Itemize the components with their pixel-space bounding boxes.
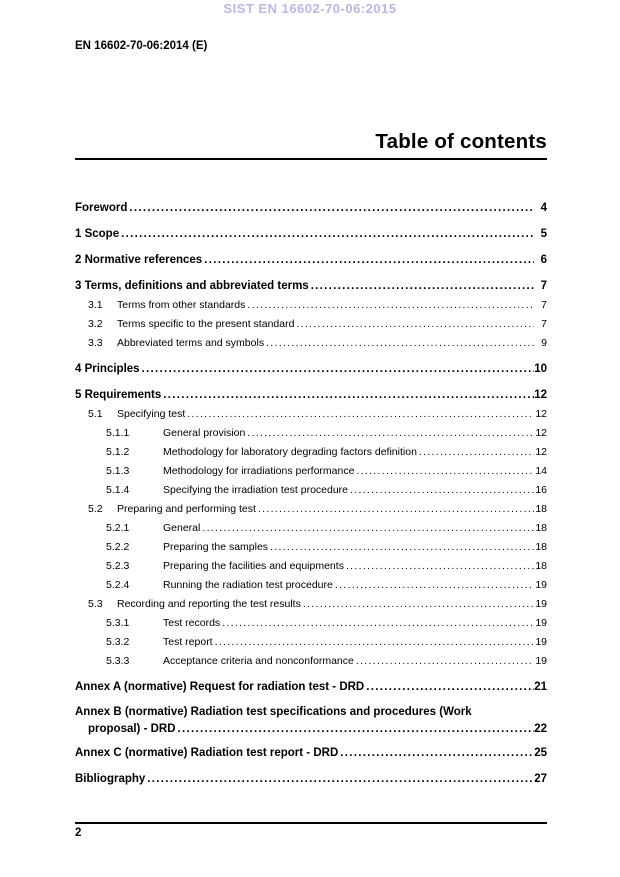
toc-entry-title: Test records bbox=[163, 617, 221, 629]
toc-entry-page: 19 bbox=[535, 655, 547, 667]
toc-entry[interactable] bbox=[75, 704, 547, 721]
dot-leader bbox=[303, 595, 534, 614]
toc-entry[interactable] bbox=[75, 225, 547, 244]
toc-entry-number: 5.1.1 bbox=[106, 427, 130, 439]
toc-entry[interactable] bbox=[75, 277, 547, 296]
toc-entry-title: 4 Principles bbox=[75, 363, 140, 375]
toc-entry[interactable] bbox=[75, 462, 547, 481]
dot-leader bbox=[202, 519, 534, 538]
toc-entry[interactable] bbox=[75, 614, 547, 633]
page-number: 2 bbox=[75, 827, 82, 839]
toc-entry-page: 12 bbox=[534, 389, 547, 401]
dot-leader bbox=[258, 500, 534, 519]
toc-entry-page: 18 bbox=[535, 560, 547, 572]
dot-leader bbox=[366, 678, 534, 697]
toc-entry-number: 5.3.2 bbox=[106, 636, 130, 648]
dot-leader bbox=[340, 744, 534, 763]
toc-entry-title: General bbox=[163, 522, 201, 534]
toc-entry-page: 18 bbox=[535, 522, 547, 534]
toc-entry-page: 4 bbox=[540, 202, 547, 214]
toc-entry-title: Preparing the samples bbox=[163, 541, 269, 553]
toc-entry-title: Terms from other standards bbox=[117, 299, 246, 311]
page-title: Table of contents bbox=[75, 130, 547, 160]
toc-entry-page: 19 bbox=[535, 579, 547, 591]
toc-entry-page: 21 bbox=[534, 681, 547, 693]
toc-entry-page: 14 bbox=[535, 465, 547, 477]
toc-entry-title: proposal) - DRD bbox=[88, 723, 176, 735]
dot-leader bbox=[356, 652, 534, 671]
dot-leader bbox=[121, 225, 534, 244]
toc-entry-number: 3.1 bbox=[88, 299, 103, 311]
dot-leader bbox=[346, 557, 534, 576]
toc-entry-number: 3.2 bbox=[88, 318, 103, 330]
toc-entry-title: Acceptance criteria and nonconformance bbox=[163, 655, 354, 667]
toc-entry[interactable] bbox=[75, 770, 547, 789]
toc-entry-page: 12 bbox=[535, 446, 547, 458]
watermark-text: SIST EN 16602-70-06:2015 bbox=[223, 1, 397, 16]
dot-leader bbox=[247, 296, 534, 315]
toc-entry-number: 5.2.3 bbox=[106, 560, 130, 572]
toc-entry-page: 19 bbox=[535, 598, 547, 610]
toc-entry-page: 19 bbox=[535, 617, 547, 629]
dot-leader bbox=[178, 721, 534, 737]
toc-entry-page: 19 bbox=[535, 636, 547, 648]
toc-entry-page: 12 bbox=[535, 427, 547, 439]
toc-entry-page: 27 bbox=[534, 773, 547, 785]
toc-entry-title: Methodology for irradiations performance bbox=[163, 465, 355, 477]
content-column bbox=[75, 130, 547, 839]
toc-entry-page: 16 bbox=[535, 484, 547, 496]
toc-entry-number: 5.1.2 bbox=[106, 446, 130, 458]
dot-leader bbox=[350, 481, 534, 500]
toc-entry[interactable] bbox=[75, 405, 547, 424]
toc-entry-page: 12 bbox=[535, 408, 547, 420]
footer-rule bbox=[75, 822, 547, 839]
toc-entry-title: Specifying the irradiation test procedure bbox=[163, 484, 349, 496]
toc-entry[interactable] bbox=[75, 315, 547, 334]
toc-entry-title: Annex B (normative) Radiation test specifications and procedures (Work bbox=[75, 706, 472, 718]
toc-entry[interactable] bbox=[75, 334, 547, 353]
toc-entry-page: 18 bbox=[535, 541, 547, 553]
toc-entry-number: 5.2.2 bbox=[106, 541, 130, 553]
toc-entry-title: Bibliography bbox=[75, 773, 146, 785]
toc-entry-page: 10 bbox=[534, 363, 547, 375]
toc-entry-title: Terms specific to the present standard bbox=[117, 318, 295, 330]
toc-entry-title: Specifying test bbox=[117, 408, 186, 420]
dot-leader bbox=[215, 633, 534, 652]
dot-leader bbox=[147, 770, 534, 789]
toc-entry-page: 7 bbox=[540, 280, 547, 292]
toc-entry[interactable] bbox=[75, 595, 547, 614]
toc-entry-title: Annex A (normative) Request for radiation test - DRD bbox=[75, 681, 365, 693]
toc-entry-number: 5.1.4 bbox=[106, 484, 130, 496]
toc-entry-page: 6 bbox=[540, 254, 547, 266]
toc-entry[interactable] bbox=[75, 557, 547, 576]
dot-leader bbox=[204, 251, 534, 270]
dot-leader bbox=[270, 538, 534, 557]
toc-entry-title: General provision bbox=[163, 427, 246, 439]
toc-entry-title: Abbreviated terms and symbols bbox=[117, 337, 265, 349]
dot-leader bbox=[419, 443, 534, 462]
toc-entry-number: 5.2.4 bbox=[106, 579, 130, 591]
dot-leader bbox=[129, 199, 534, 218]
dot-leader bbox=[266, 334, 534, 353]
toc-entry[interactable] bbox=[75, 500, 547, 519]
document-id: EN 16602-70-06:2014 (E) bbox=[75, 40, 208, 52]
toc-entry-title: Running the radiation test procedure bbox=[163, 579, 333, 591]
dot-leader bbox=[247, 424, 534, 443]
toc-entry-page: 22 bbox=[534, 723, 547, 735]
toc-entry-title: 3 Terms, definitions and abbreviated terms bbox=[75, 280, 309, 292]
toc-entry-title: Test report bbox=[163, 636, 213, 648]
toc-entry-page: 7 bbox=[541, 318, 547, 330]
toc-entry-title: 5 Requirements bbox=[75, 389, 162, 401]
toc-entry-title: Foreword bbox=[75, 202, 128, 214]
toc-entry[interactable] bbox=[75, 424, 547, 443]
toc-entry-number: 5.3.3 bbox=[106, 655, 130, 667]
toc-entry-number: 5.2 bbox=[88, 503, 103, 515]
toc-entry-number: 5.3 bbox=[88, 598, 103, 610]
toc-entry-title: Preparing the facilities and equipments bbox=[163, 560, 344, 572]
table-of-contents bbox=[75, 199, 547, 789]
toc-entry-title: Preparing and performing test bbox=[117, 503, 256, 515]
toc-entry-title: Recording and reporting the test results bbox=[117, 598, 301, 610]
toc-entry-number: 5.3.1 bbox=[106, 617, 130, 629]
dot-leader bbox=[311, 277, 534, 296]
toc-entry-title: Annex C (normative) Radiation test report - DRD bbox=[75, 747, 339, 759]
toc-entry[interactable] bbox=[75, 652, 547, 671]
toc-entry-number: 5.2.1 bbox=[106, 522, 130, 534]
toc-entry-page: 9 bbox=[541, 337, 547, 349]
dot-leader bbox=[222, 614, 534, 633]
dot-leader bbox=[335, 576, 534, 595]
toc-entry[interactable] bbox=[75, 296, 547, 315]
toc-entry-page: 7 bbox=[541, 299, 547, 311]
toc-entry[interactable] bbox=[75, 481, 547, 500]
toc-entry[interactable] bbox=[75, 199, 547, 218]
toc-entry[interactable] bbox=[75, 633, 547, 652]
dot-leader bbox=[187, 405, 534, 424]
toc-entry-title: 1 Scope bbox=[75, 228, 120, 240]
toc-entry[interactable] bbox=[75, 443, 547, 462]
toc-entry[interactable] bbox=[75, 360, 547, 379]
toc-entry-page: 18 bbox=[535, 503, 547, 515]
toc-entry-number: 3.3 bbox=[88, 337, 103, 349]
dot-leader bbox=[142, 360, 534, 379]
toc-entry-title: 2 Normative references bbox=[75, 254, 203, 266]
toc-entry-number: 5.1 bbox=[88, 408, 103, 420]
toc-entry-continuation[interactable] bbox=[75, 721, 547, 737]
toc-entry[interactable] bbox=[75, 386, 547, 405]
toc-entry[interactable] bbox=[75, 538, 547, 557]
toc-entry-page: 25 bbox=[534, 747, 547, 759]
toc-entry-number: 5.1.3 bbox=[106, 465, 130, 477]
toc-entry-page: 5 bbox=[540, 228, 547, 240]
toc-entry[interactable] bbox=[75, 519, 547, 538]
toc-entry[interactable] bbox=[75, 744, 547, 763]
toc-entry[interactable] bbox=[75, 678, 547, 697]
dot-leader bbox=[163, 386, 534, 405]
toc-entry[interactable] bbox=[75, 576, 547, 595]
dot-leader bbox=[296, 315, 534, 334]
dot-leader bbox=[356, 462, 534, 481]
toc-entry-title: Methodology for laboratory degrading factors definition bbox=[163, 446, 417, 458]
toc-entry[interactable] bbox=[75, 251, 547, 270]
